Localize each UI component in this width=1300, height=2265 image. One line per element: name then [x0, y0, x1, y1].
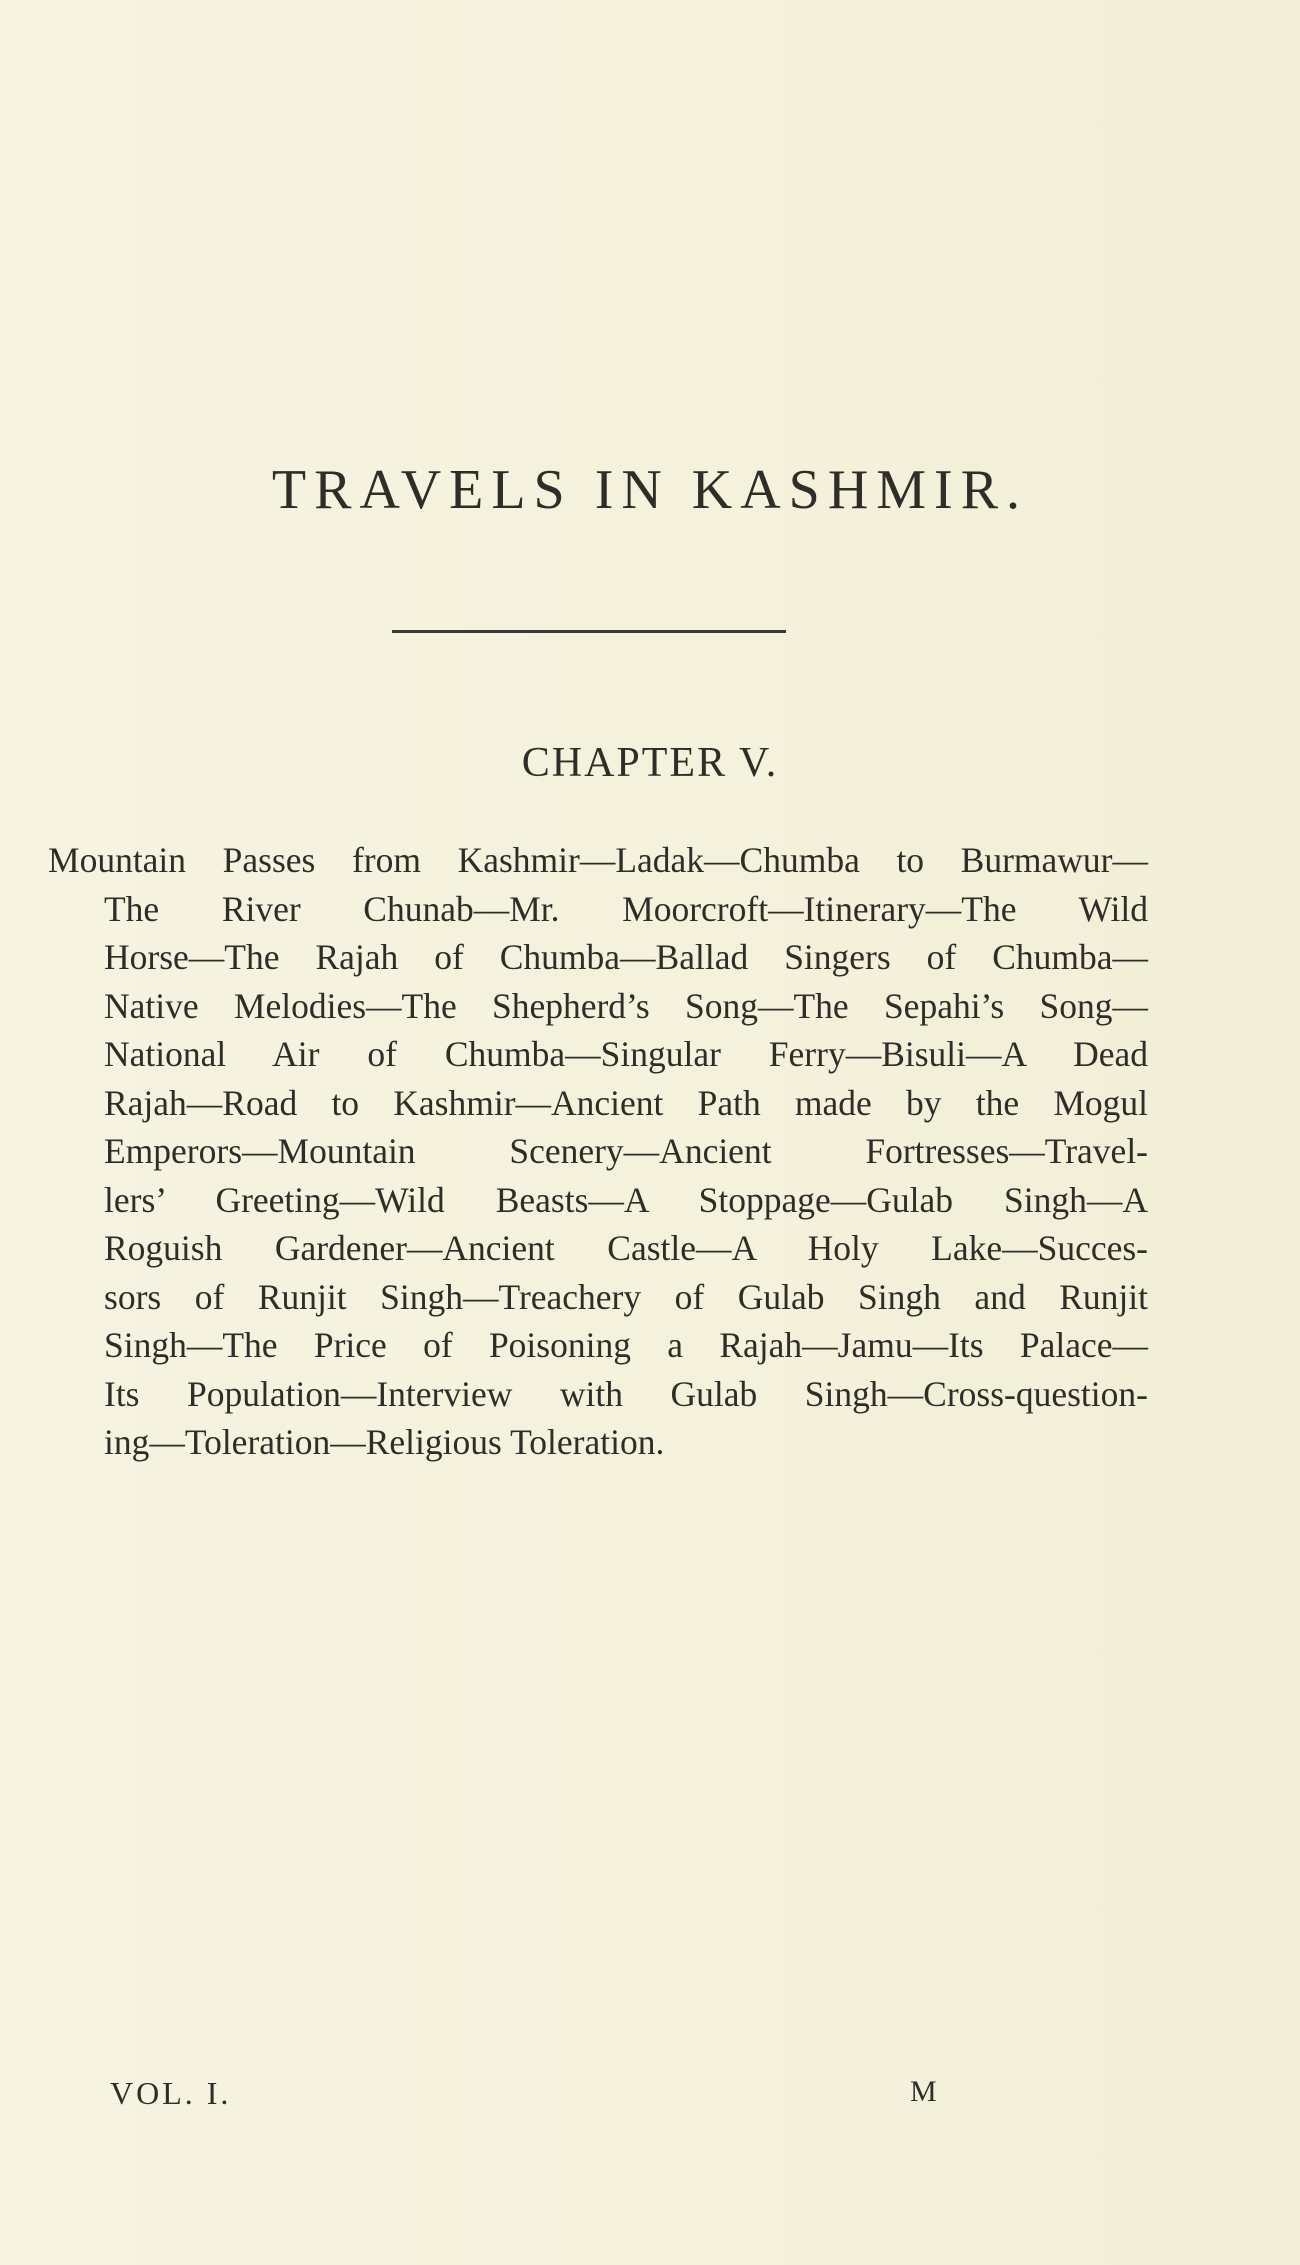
- summary-line: Singh—The Price of Poisoning a Rajah—Jamu—Its Palace—: [104, 1325, 1148, 1365]
- summary-line: Emperors—Mountain Scenery—Ancient Fortresses—Travel-: [104, 1131, 1148, 1171]
- summary-line: Horse—The Rajah of Chumba—Ballad Singers of Chumba—: [104, 937, 1148, 977]
- summary-line: lers’ Greeting—Wild Beasts—A Stoppage—Gulab Singh—A: [104, 1179, 1148, 1220]
- summary-line: National Air of Chumba—Singular Ferry—Bisuli—A Dead: [104, 1034, 1148, 1074]
- summary-line: ing—Toleration—Religious Toleration.: [104, 1422, 665, 1462]
- summary-line: Rajah—Road to Kashmir—Ancient Path made by the Mogul: [104, 1082, 1148, 1123]
- signature-mark: M: [910, 2075, 937, 2108]
- chapter-heading: CHAPTER V.: [521, 740, 779, 786]
- title-rule: [392, 630, 786, 633]
- summary-line: sors of Runjit Singh—Treachery of Gulab Singh and Runjit: [104, 1276, 1148, 1317]
- summary-line: The River Chunab—Mr. Moorcroft—Itinerary—The Wild: [104, 888, 1148, 929]
- summary-line: Mountain Passes from Kashmir—Ladak—Chumba to Burmawur—: [48, 840, 1148, 880]
- running-title: TRAVELS IN KASHMIR.: [271, 459, 1029, 521]
- volume-signature: VOL. I.: [110, 2075, 232, 2111]
- summary-line: Native Melodies—The Shepherd’s Song—The Sepahi’s Song—: [104, 985, 1148, 1026]
- summary-line: Roguish Gardener—Ancient Castle—A Holy Lake—Succes-: [104, 1228, 1148, 1268]
- summary-line: Its Population—Interview with Gulab Singh—Cross-question-: [104, 1373, 1148, 1414]
- chapter-summary: [48, 836, 1148, 1467]
